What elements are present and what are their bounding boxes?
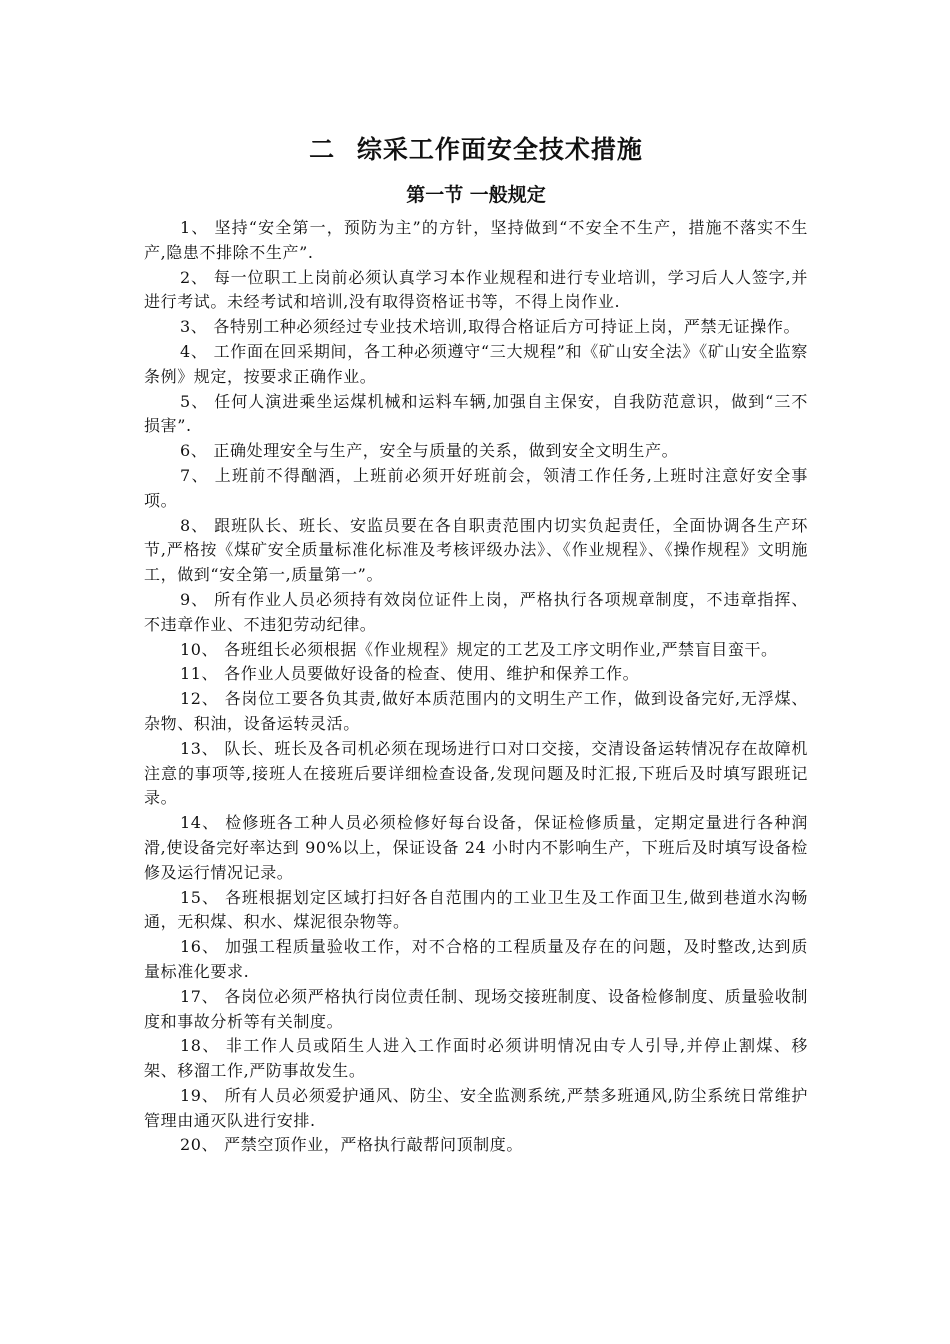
rule-item	[144, 1084, 808, 1134]
rule-number: 11、	[180, 664, 219, 684]
rule-number: 15、	[180, 887, 219, 907]
rule-item	[144, 464, 808, 514]
rule-text: 坚持“安全第一，预防为主”的方针，坚持做到“不安全不生产，措施不落实不生产,隐患不排除不生产”.	[144, 218, 809, 262]
rule-item	[144, 935, 808, 985]
section-title: 第一节 一般规定	[406, 184, 546, 206]
rule-text: 上班前不得酗酒，上班前必须开好班前会，领清工作任务,上班时注意好安全事项。	[144, 465, 808, 510]
rule-text: 所有作业人员必须持有效岗位证件上岗，严格执行各项规章制度，不违章指挥、不违章作业、不违犯劳动纪律。	[144, 589, 808, 634]
rule-text: 工作面在回采期间，各工种必须遵守“三大规程”和《矿山安全法》《矿山安全监察条例》规定，按要求正确作业。	[144, 341, 808, 386]
rule-item	[144, 216, 808, 266]
rule-text: 正确处理安全与生产，安全与质量的关系，做到安全文明生产。	[213, 441, 679, 461]
rule-item	[144, 687, 808, 737]
rule-number: 16、	[180, 937, 219, 957]
rule-number: 19、	[180, 1085, 219, 1105]
rule-item	[144, 1034, 808, 1084]
rule-number: 17、	[180, 986, 219, 1006]
rule-number: 7、	[180, 465, 209, 485]
rule-item	[144, 390, 808, 440]
rule-item	[144, 439, 808, 464]
rule-text: 非工作人员或陌生人进入工作面时必须讲明情况由专人引导,并停止割煤、移架、移溜工作,严防事故发生。	[144, 1036, 808, 1081]
rule-item	[144, 985, 808, 1035]
rules-list	[144, 216, 808, 1158]
rule-item	[144, 886, 808, 936]
rule-text: 各班组长必须根据《作业规程》规定的工艺及工序文明作业,严禁盲目蛮干。	[224, 639, 778, 659]
rule-number: 18、	[180, 1036, 220, 1056]
rule-text: 各作业人员要做好设备的检查、使用、维护和保养工作。	[224, 664, 640, 684]
rule-item	[144, 266, 808, 316]
rule-item	[144, 638, 808, 663]
rule-item	[144, 514, 808, 588]
rule-number: 10、	[180, 639, 219, 659]
rule-item	[144, 811, 808, 885]
rule-text: 所有人员必须爱护通风、防尘、安全监测系统,严禁多班通风,防尘系统日常维护管理由通灭队进行安排.	[144, 1085, 808, 1130]
rule-number: 2、	[180, 267, 208, 287]
rule-number: 20、	[180, 1135, 219, 1155]
rule-number: 1、	[180, 218, 209, 237]
rule-item	[144, 588, 808, 638]
rule-text: 严禁空顶作业，严格执行敲帮问顶制度。	[224, 1135, 523, 1155]
rule-number: 8、	[180, 515, 209, 535]
rule-item	[144, 315, 808, 340]
rule-text: 各特别工种必须经过专业技术培训,取得合格证后方可持证上岗，严禁无证操作。	[213, 317, 801, 337]
rule-number: 14、	[180, 813, 220, 833]
rule-text: 检修班各工种人员必须检修好每台设备，保证检修质量，定期定量进行各种润滑,使设备完好率达到 90%以上，保证设备 24 小时内不影响生产，下班后及时填写设备检修及运行情况记录。	[144, 813, 808, 882]
rule-item	[144, 1133, 808, 1158]
rule-number: 4、	[180, 341, 208, 361]
rule-text: 各班根据划定区域打扫好各自范围内的工业卫生及工作面卫生,做到巷道水沟畅通，无积煤、积水、煤泥很杂物等。	[144, 887, 808, 932]
document-title: 二 综采工作面安全技术措施	[309, 135, 643, 164]
rule-item	[144, 340, 808, 390]
rule-text: 跟班队长、班长、安监员要在各自职责范围内切实负起责任，全面协调各生产环节,严格按《煤矿安全质量标准化标准及考核评级办法》、《作业规程》、《操作规程》文明施工，做到“安全第一,质量第一”。	[144, 515, 808, 585]
rule-number: 5、	[180, 391, 209, 411]
rule-number: 3、	[180, 317, 208, 337]
rule-number: 9、	[180, 589, 209, 609]
rule-number: 6、	[180, 441, 208, 461]
rule-item	[144, 662, 808, 687]
rule-text: 每一位职工上岗前必须认真学习本作业规程和进行专业培训，学习后人人签字,并进行考试。未经考试和培训,没有取得资格证书等，不得上岗作业.	[144, 267, 808, 312]
rule-text: 任何人演进乘坐运煤机械和运料车辆,加强自主保安，自我防范意识，做到“三不损害”.	[144, 391, 808, 436]
rule-text: 队长、班长及各司机必须在现场进行口对口交接，交清设备运转情况存在故障机注意的事项等,接班人在接班后要详细检查设备,发现问题及时汇报,下班后及时填写跟班记录。	[144, 738, 808, 808]
rule-text: 加强工程质量验收工作，对不合格的工程质量及存在的问题，及时整改,达到质量标准化要求.	[144, 937, 808, 981]
rule-text: 各岗位工要各负其责,做好本质范围内的文明生产工作，做到设备完好,无浮煤、杂物、积油，设备运转灵活。	[144, 689, 808, 733]
document-page	[144, 130, 808, 1158]
rule-item	[144, 737, 808, 811]
rule-text: 各岗位必须严格执行岗位责任制、现场交接班制度、设备检修制度、质量验收制度和事故分析等有关制度。	[144, 986, 808, 1031]
rule-number: 13、	[180, 738, 219, 758]
rule-number: 12、	[180, 689, 219, 709]
